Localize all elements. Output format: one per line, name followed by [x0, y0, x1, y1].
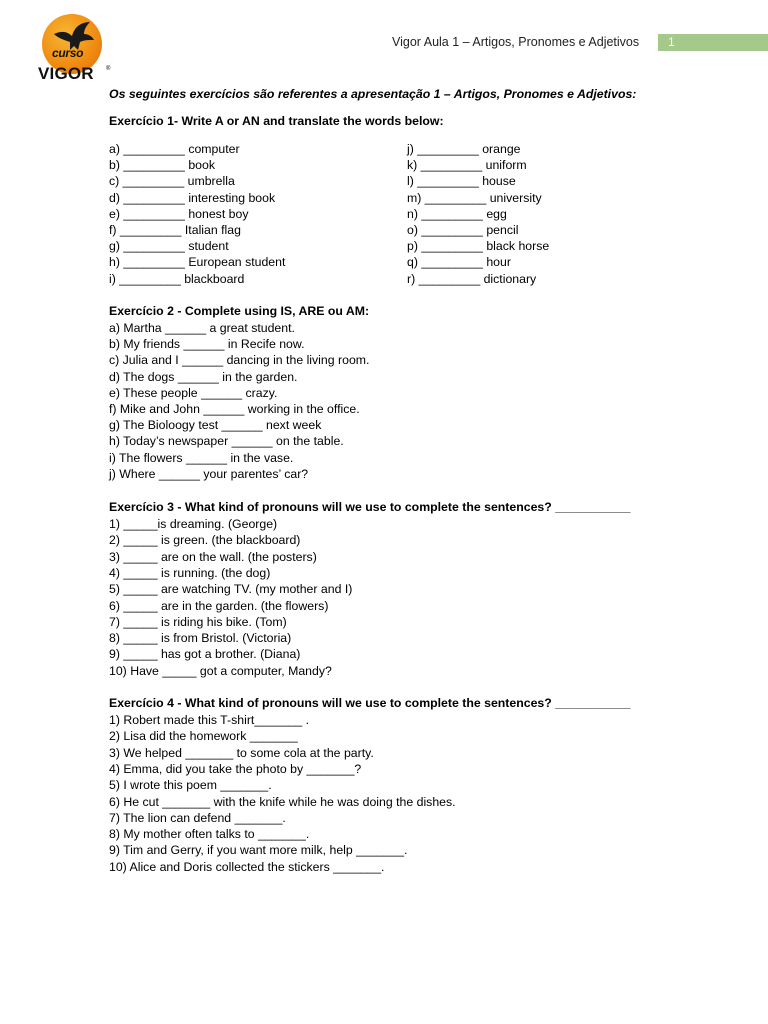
exercise-item: o) _________ pencil [407, 223, 519, 237]
exercise-item: b) My friends ______ in Recife now. [109, 337, 305, 352]
exercise-item: e) These people ______ crazy. [109, 385, 278, 400]
exercise-item: a) _________ computer [109, 142, 240, 156]
exercise-item: 9) _____ has got a brother. (Diana) [109, 647, 301, 662]
exercise-item: 3) _____ are on the wall. (the posters) [109, 549, 317, 564]
exercise-item: k) _________ uniform [407, 158, 527, 173]
exercise-item: i) The flowers ______ in the vase. [109, 450, 294, 465]
exercise-2-title: Exercício 2 - Complete using IS, ARE ou AM: [109, 304, 370, 318]
exercise-item: l) _________ house [407, 174, 516, 189]
exercise-item: q) _________ hour [407, 255, 511, 270]
exercise-item: b) _________ book [109, 158, 215, 173]
exercise-item: e) _________ honest boy [109, 206, 249, 221]
exercise-item: 3) We helped _______ to some cola at the party. [109, 745, 374, 760]
exercise-item: 2) _____ is green. (the blackboard) [109, 533, 301, 548]
exercise-item: 10) Alice and Doris collected the stickers _______. [109, 859, 385, 874]
exercise-item: f) Mike and John ______ working in the office. [109, 402, 360, 416]
logo-vigor-text: VIGOR [38, 64, 94, 83]
exercise-item: p) _________ black horse [407, 239, 550, 254]
exercise-item: 8) My mother often talks to _______. [109, 827, 310, 842]
exercise-item: 10) Have _____ got a computer, Mandy? [109, 663, 332, 678]
exercise-item: d) _________ interesting book [109, 190, 276, 205]
exercise-item: 5) _____ are watching TV. (my mother and I) [109, 582, 353, 597]
exercise-3-title: Exercício 3 - What kind of pronouns will we use to complete the sentences? ___________ [109, 500, 631, 514]
logo-registered-mark: ® [106, 66, 111, 72]
exercise-item: j) _________ orange [407, 142, 521, 156]
exercise-item: 7) _____ is riding his bike. (Tom) [109, 614, 287, 629]
exercise-item: 6) _____ are in the garden. (the flowers) [109, 598, 329, 613]
page-number-badge: 1 [658, 34, 768, 51]
exercise-item: g) _________ student [109, 239, 229, 254]
exercise-item: 8) _____ is from Bristol. (Victoria) [109, 631, 292, 646]
exercise-item: h) Today’s newspaper ______ on the table. [109, 434, 344, 449]
logo-curso-text: curso [52, 46, 84, 60]
exercise-item: 4) Emma, did you take the photo by _______? [109, 761, 362, 776]
intro-text: Os seguintes exercícios são referentes a apresentação 1 – Artigos, Pronomes e Adjetivos: [109, 87, 637, 101]
exercise-item: j) Where ______ your parentes’ car? [109, 466, 309, 481]
exercise-item: g) The Bioloogy test ______ next week [109, 418, 322, 433]
exercise-item: 1) _____is dreaming. (George) [109, 517, 278, 531]
exercise-item: 9) Tim and Gerry, if you want more milk, help _______. [109, 843, 408, 858]
exercise-item: n) _________ egg [407, 206, 507, 221]
exercise-4-title: Exercício 4 - What kind of pronouns will we use to complete the sentences? ___________ [109, 696, 631, 710]
exercise-item: 1) Robert made this T-shirt_______ . [109, 713, 310, 727]
exercise-item: 4) _____ is running. (the dog) [109, 565, 271, 580]
exercise-item: 2) Lisa did the homework _______ [109, 729, 298, 744]
exercise-item: 6) He cut _______ with the knife while he was doing the dishes. [109, 794, 456, 809]
exercise-item: c) Julia and I ______ dancing in the living room. [109, 353, 370, 368]
exercise-item: d) The dogs ______ in the garden. [109, 369, 298, 384]
exercise-item: a) Martha ______ a great student. [109, 321, 295, 335]
header-title: Vigor Aula 1 – Artigos, Pronomes e Adjetivos [392, 35, 640, 49]
exercise-1-title: Exercício 1- Write A or AN and translate the words below: [109, 114, 444, 128]
exercise-item: i) _________ blackboard [109, 271, 245, 286]
exercise-item: f) _________ Italian flag [109, 223, 241, 237]
exercise-item: h) _________ European student [109, 255, 286, 270]
exercise-item: 7) The lion can defend _______. [109, 810, 286, 825]
exercise-item: c) _________ umbrella [109, 174, 235, 189]
exercise-item: 5) I wrote this poem _______. [109, 778, 272, 793]
exercise-item: r) _________ dictionary [407, 271, 537, 286]
exercise-item: m) _________ university [407, 190, 542, 205]
curso-vigor-logo [36, 14, 112, 82]
